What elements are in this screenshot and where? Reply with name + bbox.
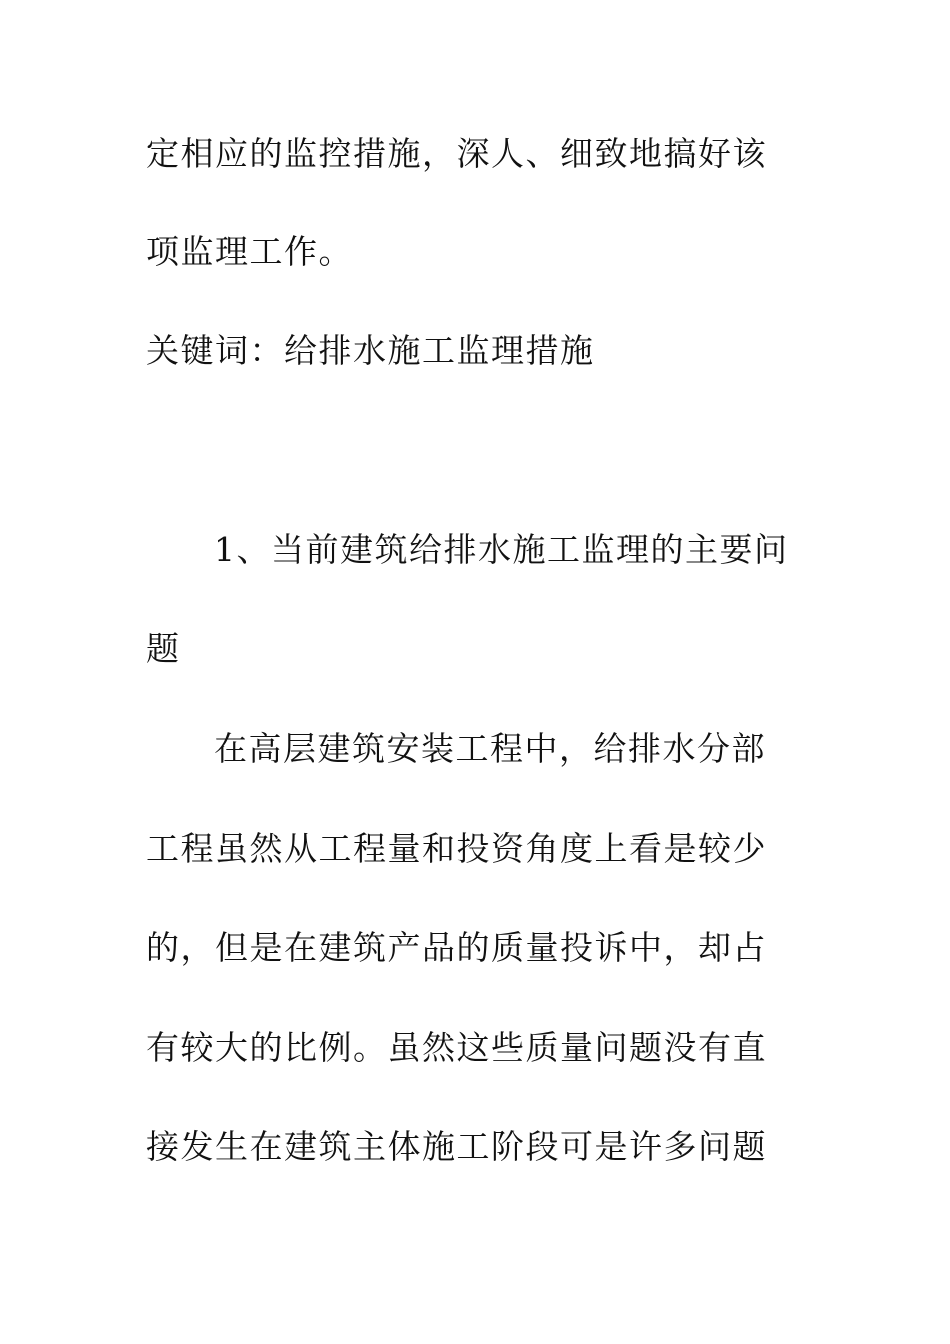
paragraph-line-1: 在高层建筑安装工程中，给排水分部 — [214, 729, 766, 768]
paragraph-line-5: 接发生在建筑主体施工阶段可是许多问题 — [146, 1127, 767, 1166]
paragraph-line-3: 的，但是在建筑产品的质量投诉中，却占 — [146, 928, 767, 967]
text-line-2: 项监理工作。 — [146, 232, 353, 271]
keywords-line: 关键词：给排水施工监理措施 — [146, 331, 595, 370]
paragraph-line-2: 工程虽然从工程量和投资角度上看是较少 — [146, 829, 767, 868]
section-heading-line-1: 1、当前建筑给排水施工监理的主要问 — [214, 530, 789, 569]
paragraph-line-4: 有较大的比例。虽然这些质量问题没有直 — [146, 1028, 767, 1067]
section-heading-line-2: 题 — [146, 629, 181, 668]
text-line-1: 定相应的监控措施，深人、细致地搞好该 — [146, 134, 767, 173]
